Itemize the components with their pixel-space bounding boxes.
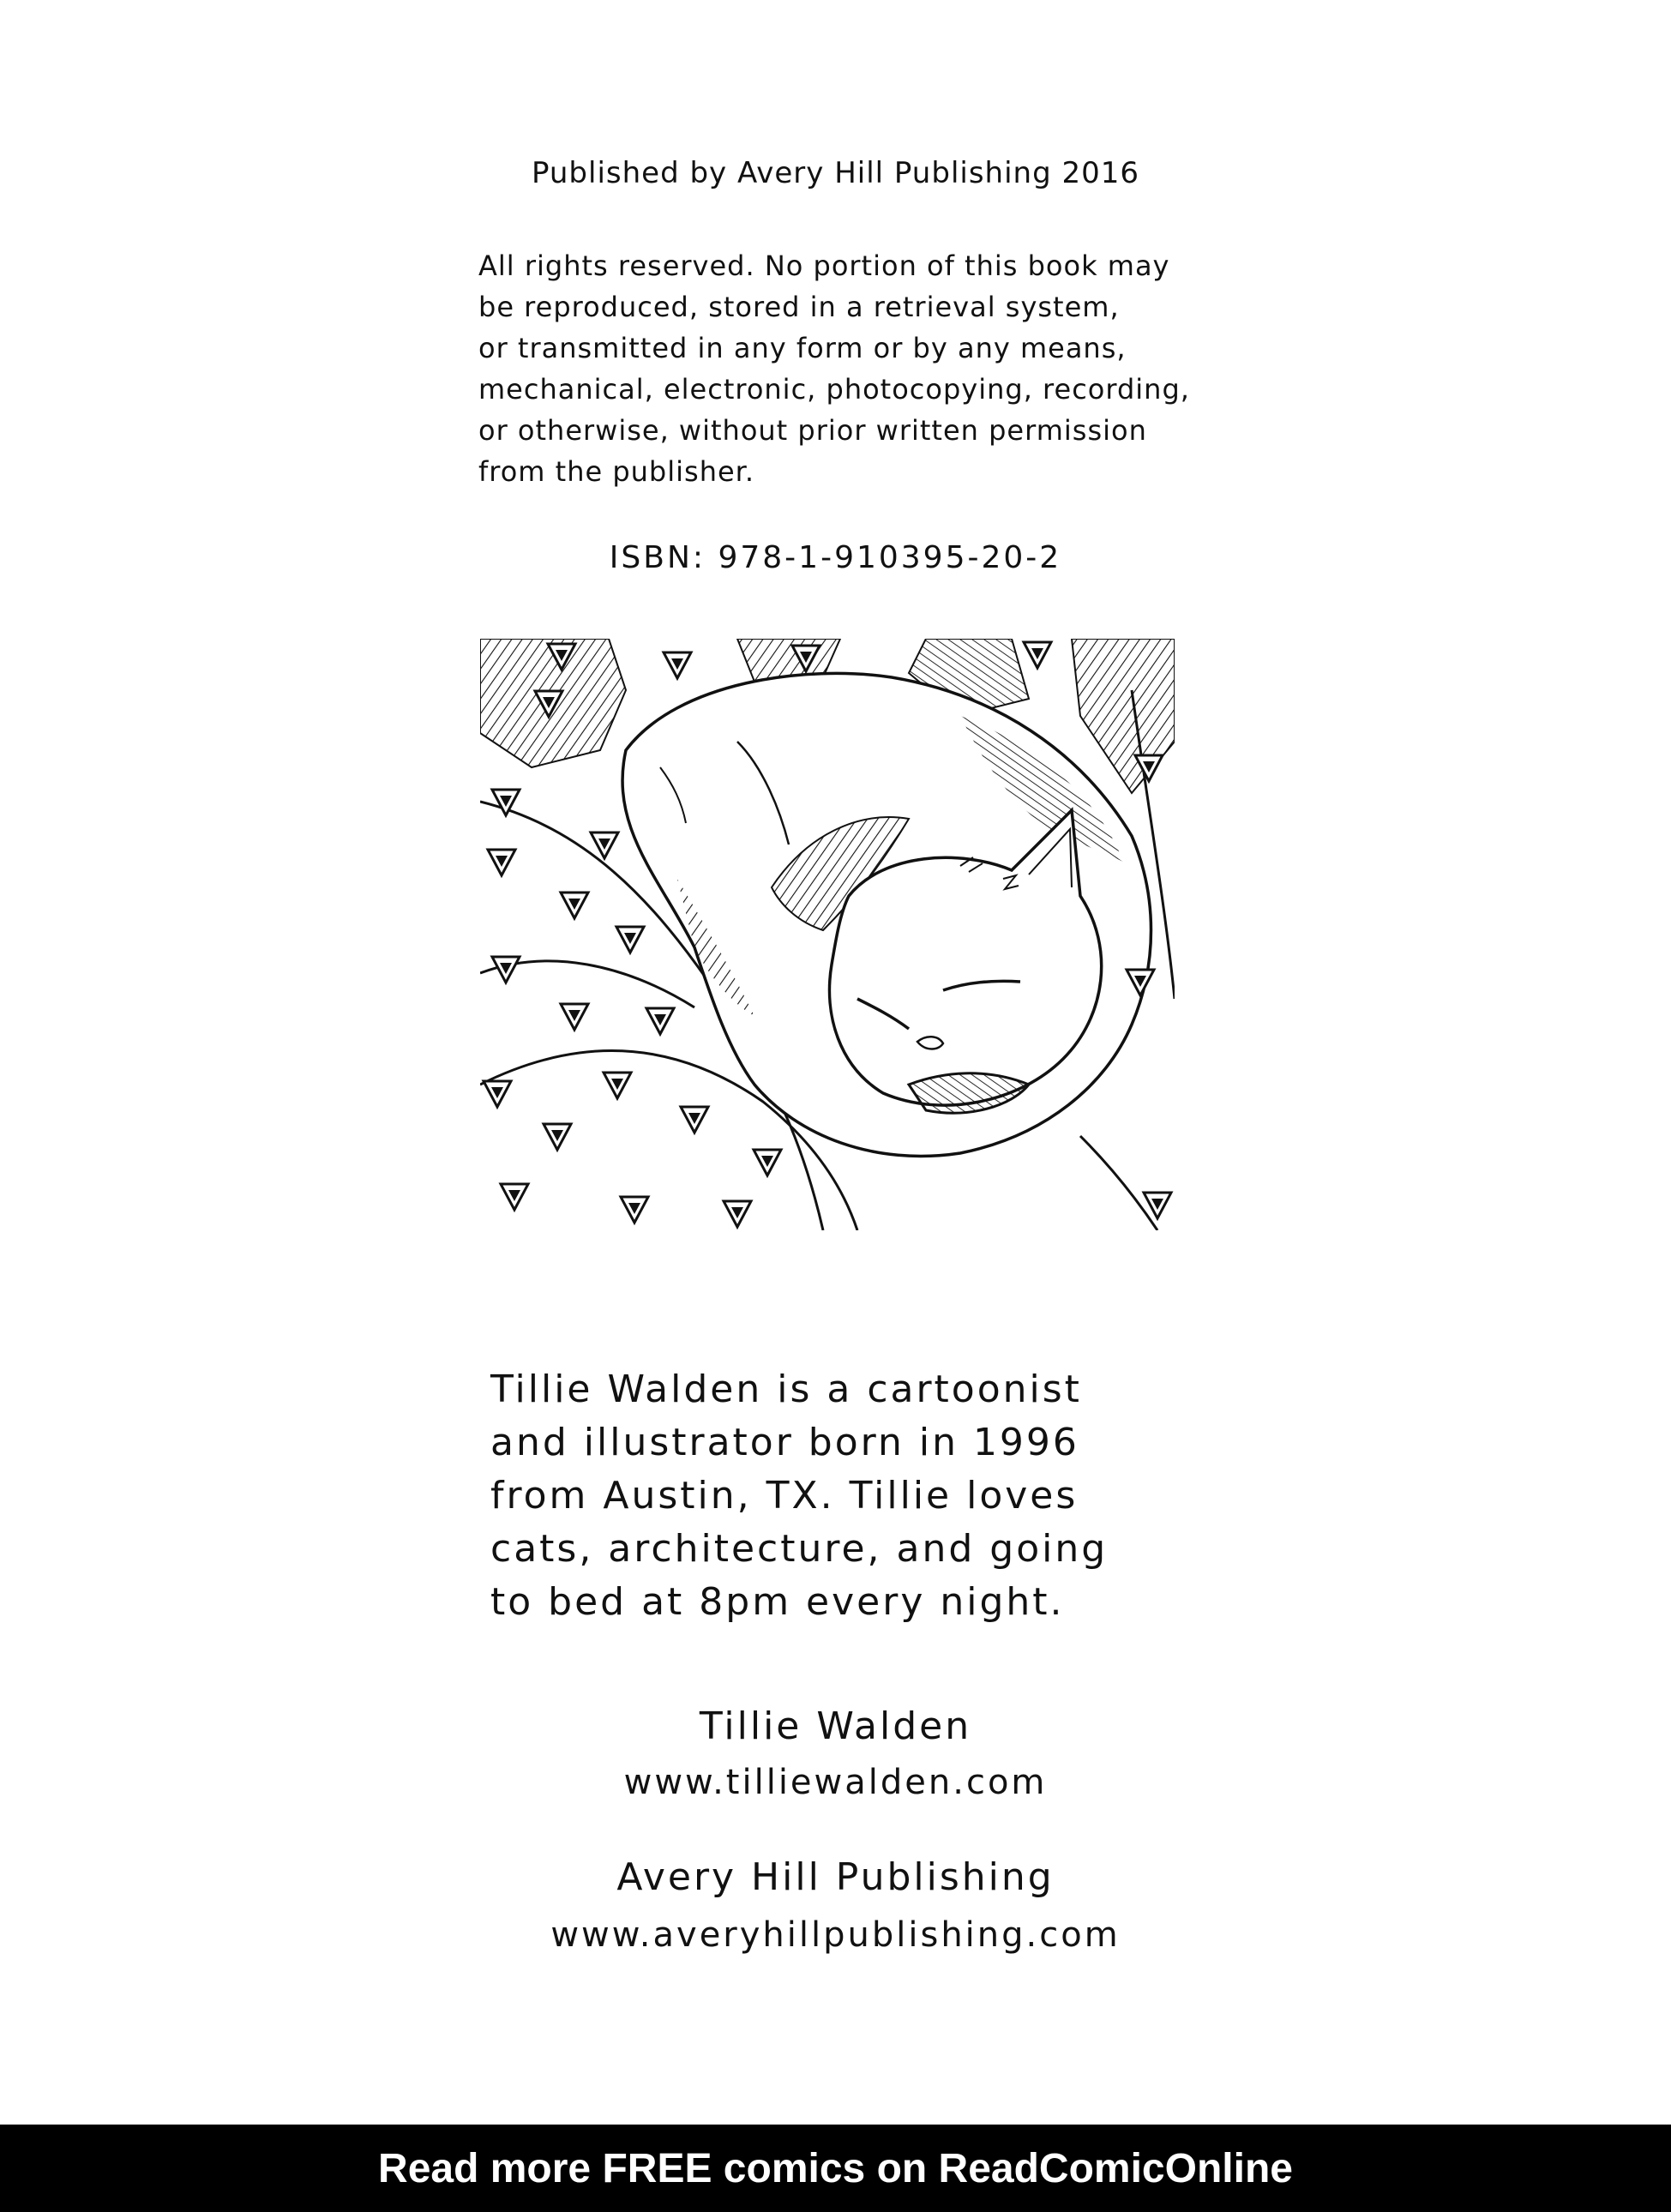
- bio-line: from Austin, TX. Tillie loves: [490, 1474, 1079, 1518]
- author-bio: [490, 1363, 1202, 1629]
- author-website-link[interactable]: www.tilliewalden.com: [623, 1763, 1048, 1802]
- rights-line: be reproduced, stored in a retrieval system,: [478, 291, 1120, 323]
- sleeping-cat-illustration: [480, 639, 1175, 1230]
- published-by-line: Published by Avery Hill Publishing 2016: [531, 156, 1140, 190]
- publisher-name: Avery Hill Publishing: [616, 1855, 1055, 1899]
- author-name: Tillie Walden: [699, 1704, 972, 1748]
- rights-line: or otherwise, without prior written permission: [478, 414, 1147, 447]
- rights-line: mechanical, electronic, photocopying, recording,: [478, 373, 1190, 406]
- rights-notice: [478, 245, 1216, 492]
- bio-line: Tillie Walden is a cartoonist: [490, 1367, 1082, 1411]
- cat-drawing-svg: [480, 639, 1175, 1230]
- rights-line: All rights reserved. No portion of this book may: [478, 249, 1170, 282]
- promo-banner-text[interactable]: Read more FREE comics on ReadComicOnline: [378, 2145, 1293, 2191]
- bio-line: to bed at 8pm every night.: [490, 1580, 1065, 1624]
- rights-line: or transmitted in any form or by any means,: [478, 332, 1127, 364]
- bio-line: and illustrator born in 1996: [490, 1421, 1079, 1464]
- promo-banner[interactable]: [0, 2125, 1671, 2212]
- isbn-number: ISBN: 978-1-910395-20-2: [609, 540, 1062, 575]
- rights-line: from the publisher.: [478, 455, 755, 488]
- bio-line: cats, architecture, and going: [490, 1527, 1109, 1571]
- publisher-website-link[interactable]: www.averyhillpublishing.com: [550, 1915, 1121, 1955]
